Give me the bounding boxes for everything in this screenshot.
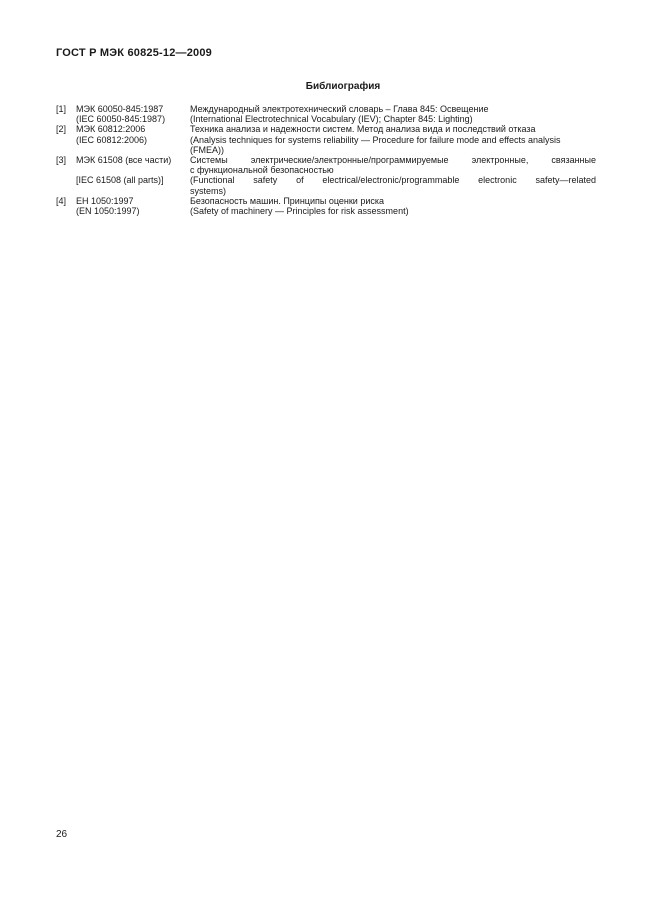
document-header: ГОСТ Р МЭК 60825-12—2009 [56, 47, 213, 59]
standard-title: Системы электрические/электронные/программируемые электронные, связанные [190, 155, 596, 166]
page-number: 26 [56, 829, 68, 840]
standard-title: Техника анализа и надежности систем. Метод анализа вида и последствий отказа [190, 124, 536, 135]
bibliography-list [56, 104, 596, 216]
section-title: Библиография [305, 81, 381, 92]
bibliography-entry [56, 124, 596, 134]
entry-number [56, 175, 76, 185]
standard-title: (International Electrotechnical Vocabulary (IEV); Chapter 845: Lighting) [190, 114, 473, 125]
bibliography-entry [56, 186, 596, 196]
standard-code: МЭК 60812:2006 [76, 124, 146, 135]
entry-number [56, 206, 76, 216]
entry-number: [1] [56, 104, 67, 114]
standard-code [76, 145, 190, 155]
bibliography-entry [56, 114, 596, 124]
standard-code: ЕН 1050:1997 [76, 195, 134, 206]
entry-number [56, 165, 76, 175]
bibliography-entry [56, 135, 596, 145]
entry-number [56, 145, 76, 155]
standard-code: МЭК 61508 (все части) [76, 155, 172, 166]
standard-code: (IEC 60812:2006) [76, 134, 148, 145]
entry-number: [2] [56, 124, 67, 135]
standard-code: МЭК 60050-845:1987 [76, 104, 164, 114]
standard-code: (IEC 60050-845:1987) [76, 114, 166, 125]
bibliography-entry [56, 165, 596, 175]
standard-code [76, 165, 190, 175]
standard-title: (FMEA)) [190, 144, 224, 155]
standard-code [76, 186, 190, 196]
bibliography-entry [56, 206, 596, 216]
entry-number: [4] [56, 195, 67, 206]
standard-title: (Safety of machinery — Principles for risk assessment) [190, 206, 409, 217]
standard-code: [IEC 61508 (all parts)] [76, 175, 164, 186]
entry-number [56, 135, 76, 145]
standard-title: Международный электротехнический словарь – Глава 845: Освещение [190, 104, 489, 114]
standard-title: с функциональной безопасностью [190, 165, 334, 176]
standard-title: Безопасность машин. Принципы оценки риска [190, 195, 384, 206]
bibliography-entry [56, 175, 596, 185]
standard-title: systems) [190, 185, 226, 196]
entry-number: [3] [56, 155, 67, 166]
entry-number [56, 186, 76, 196]
entry-number [56, 114, 76, 124]
bibliography-entry [56, 196, 596, 206]
standard-code: (EN 1050:1997) [76, 206, 140, 217]
bibliography-entry [56, 155, 596, 165]
bibliography-entry [56, 104, 596, 114]
standard-title: (Functional safety of electrical/electronic/programmable electronic safety—related [190, 175, 596, 186]
bibliography-entry [56, 145, 596, 155]
standard-title: (Analysis techniques for systems reliability — Procedure for failure mode and effects analysis [190, 134, 561, 145]
